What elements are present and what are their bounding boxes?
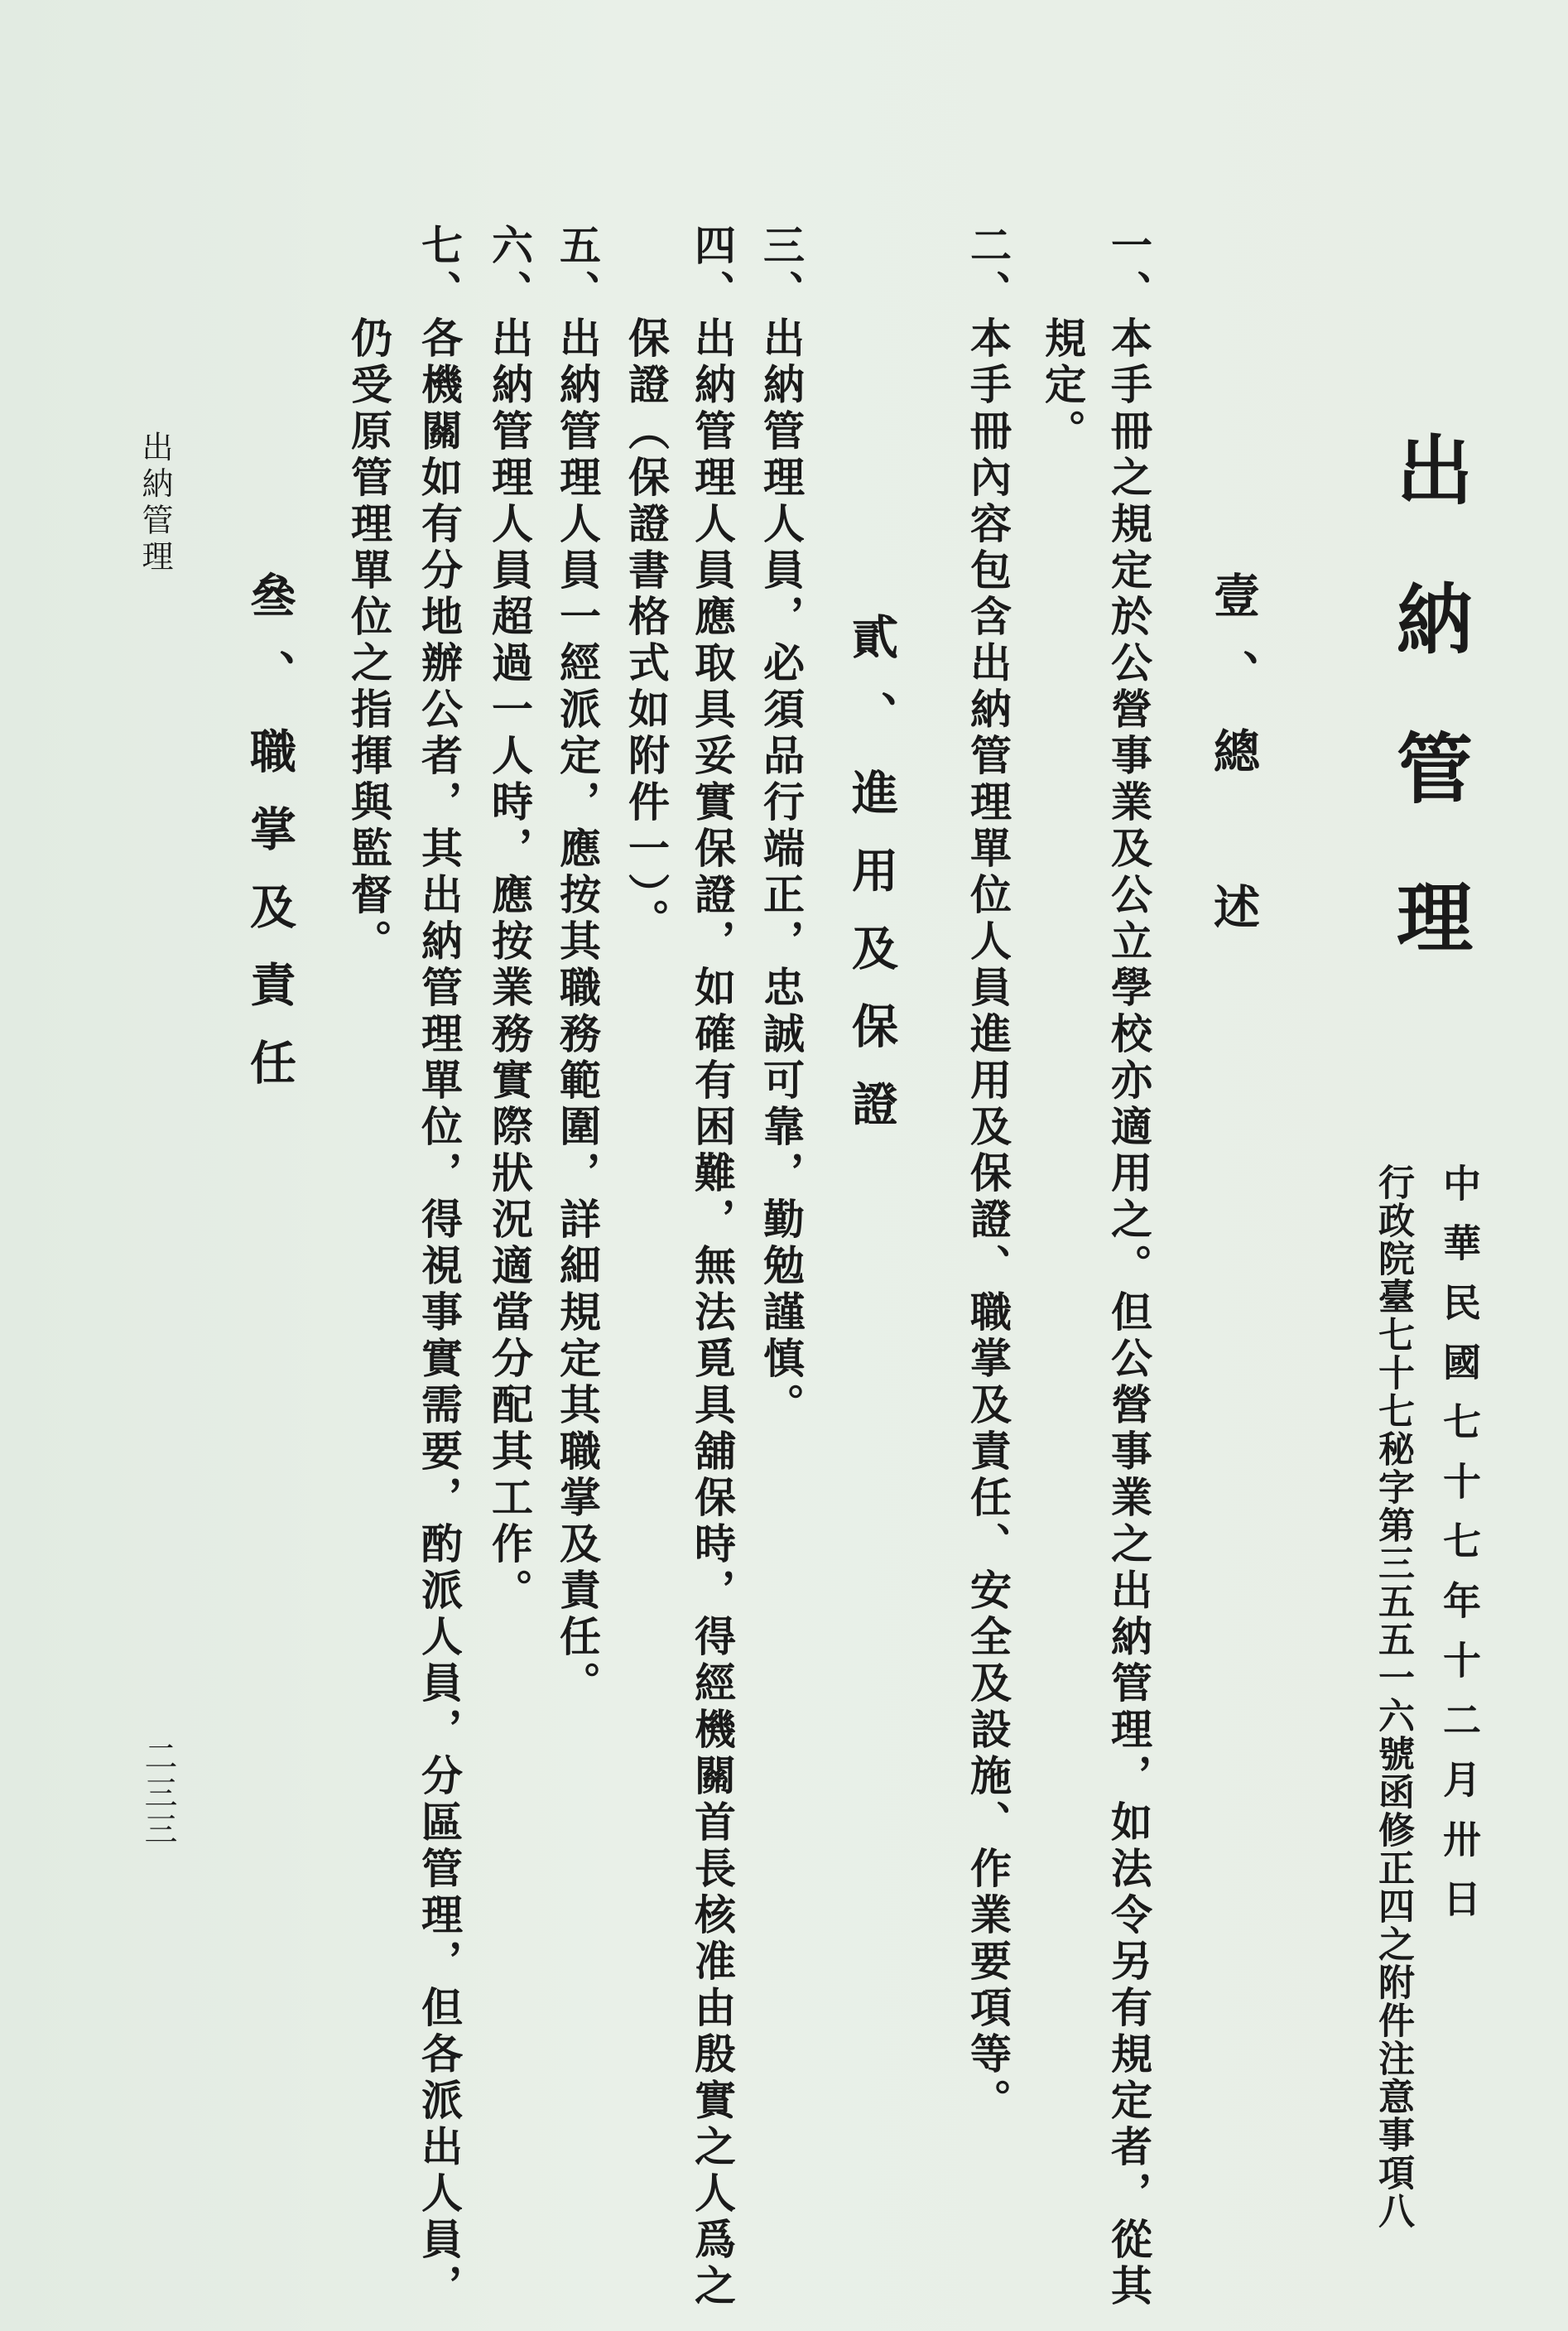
section-heading-3: 叄、職掌及責任 — [243, 571, 297, 1116]
clause-2-line-1: 二、本手冊內容包含出納管理單位人員進用及保證、職掌及責任、安全及設施、作業要項等。 — [964, 224, 1012, 2125]
clause-1-line-1: 一、本手冊之規定於公營事業及公立學校亦適用之。但公營事業之出納管理，如法令另有規定者，從其 — [1104, 224, 1153, 2310]
running-title: 出納管理 — [137, 431, 173, 576]
clause-7-line-2: 仍受原管理單位之指揮與監督。 — [344, 224, 393, 966]
page-number: 二三三 — [139, 1739, 177, 1848]
page-title: 出納管理 — [1384, 431, 1474, 1027]
clause-4-line-1: 四、出納管理人員應取具妥實保證，如確有困難，無法覓具舖保時，得經機關首長核准由殷實之人爲之 — [688, 224, 737, 2310]
section-heading-2: 貳、進用及保證 — [844, 613, 899, 1158]
clause-1-line-2: 規定。 — [1038, 224, 1087, 455]
section-heading-1: 壹、總 述 — [1206, 571, 1261, 961]
clause-5-line-1: 五、出納管理人員一經派定，應按其職務範圍，詳細規定其職掌及責任。 — [553, 224, 602, 1707]
revision-reference: 行政院臺七十七秘字第三五五一六號函修正四之附件注意事項八 — [1372, 1163, 1414, 2230]
clause-6-line-1: 六、出納管理人員超過一人時，應按業務實際狀況適當分配其工作。 — [485, 224, 534, 1615]
clause-7-line-1: 七、各機關如有分地辦公者，其出納管理單位，得視事實需要，酌派人員，分區管理，但各派出人員， — [415, 224, 464, 2310]
clause-3-line-1: 三、出納管理人員，必須品行端正，忠誠可靠，勤勉謹慎。 — [757, 224, 806, 1429]
clause-4-line-2: 保證（保證書格式如附件一）。 — [622, 224, 671, 945]
revision-date: 中華民國七十七年十二月卅日 — [1437, 1163, 1482, 1938]
